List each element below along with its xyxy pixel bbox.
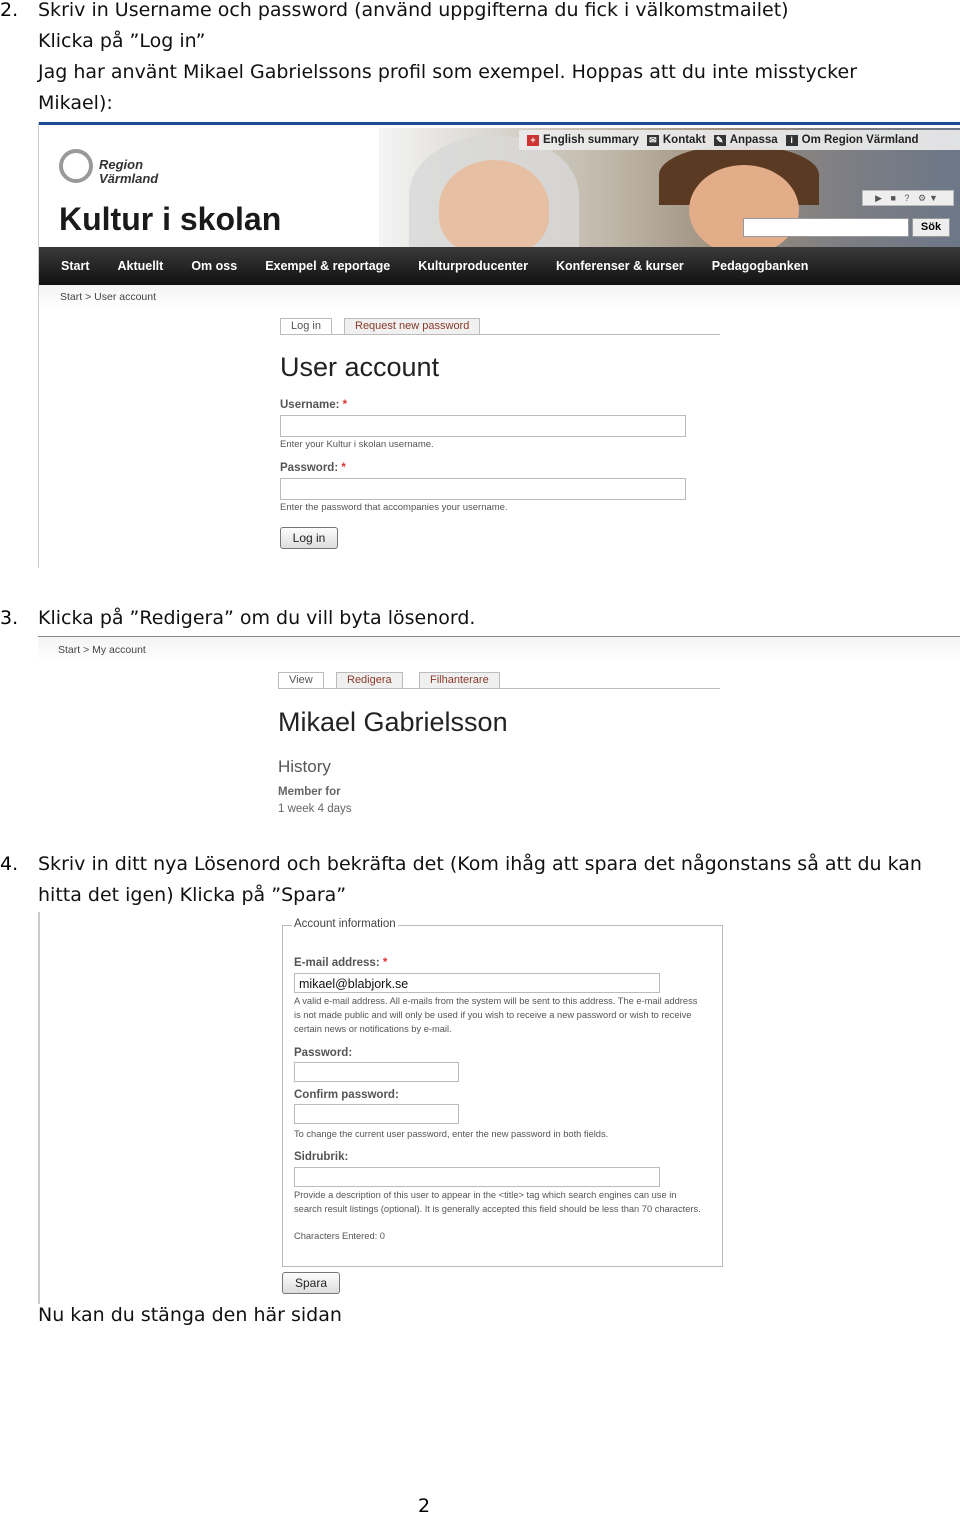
logo-line-2: Värmland xyxy=(99,171,159,186)
history-heading: History xyxy=(278,757,331,776)
step-3-text: Klicka på ”Redigera” om du vill byta lösenord. xyxy=(38,607,476,629)
confirm-password-field[interactable] xyxy=(294,1104,459,1124)
password-label-text: Password: xyxy=(280,462,339,474)
nav-konferenser[interactable]: Konferenser & kurser xyxy=(555,259,684,273)
breadcrumb xyxy=(38,637,960,663)
info-icon: i xyxy=(786,135,798,146)
breadcrumb-text[interactable]: Start > My account xyxy=(58,644,146,656)
login-tabs xyxy=(280,318,720,335)
account-tabs xyxy=(278,672,720,689)
step-4-line-2: hitta det igen) Klicka på ”Spara” xyxy=(38,884,347,906)
email-field[interactable]: mikael@blabjork.se xyxy=(294,973,660,993)
required-mark: * xyxy=(341,462,346,474)
nav-pedagogbanken[interactable]: Pedagogbanken xyxy=(711,259,809,273)
closing-text: Nu kan du stänga den här sidan xyxy=(38,1304,342,1326)
password-label: Password: xyxy=(294,1047,353,1059)
nav-start[interactable]: Start xyxy=(61,259,90,273)
toplink-anpassa-label: Anpassa xyxy=(729,134,778,146)
toplink-english-label: English summary xyxy=(543,134,639,146)
region-logo-icon xyxy=(59,149,93,183)
account-screenshot xyxy=(38,636,960,825)
sidrubrik-label: Sidrubrik: xyxy=(294,1151,349,1163)
step-2-line-2: Klicka på ”Log in” xyxy=(38,30,206,52)
main-nav xyxy=(39,247,960,285)
required-mark: * xyxy=(342,399,348,411)
tab-view[interactable]: View xyxy=(278,672,324,688)
media-controls[interactable]: ▶ ■ ? ⚙▼ xyxy=(862,190,954,206)
log-in-button[interactable]: Log in xyxy=(280,527,338,549)
toplink-om[interactable] xyxy=(786,134,919,146)
search-input[interactable] xyxy=(743,218,909,237)
toplink-anpassa[interactable] xyxy=(714,134,778,146)
member-for-value: 1 week 4 days xyxy=(278,803,352,815)
step-2-line-3: Jag har använt Mikael Gabrielssons profil som exempel. Hoppas att du inte misstycker xyxy=(38,61,858,83)
fieldset-legend: Account information xyxy=(294,918,396,930)
step-2-line-1: Skriv in Username och password (använd uppgifterna du fick i välkomstmailet) xyxy=(38,0,789,21)
photo-person-1-face xyxy=(439,160,549,255)
nav-aktuellt[interactable]: Aktuellt xyxy=(117,259,164,273)
step-2-line-4: Mikael): xyxy=(38,92,113,114)
mail-icon: ✉ xyxy=(647,135,659,146)
username-label xyxy=(280,399,347,411)
photo-person-2-face xyxy=(689,165,799,255)
page-number: 2 xyxy=(418,1495,431,1517)
confirm-password-label: Confirm password: xyxy=(294,1089,399,1101)
step-4-number: 4. xyxy=(0,853,19,875)
login-screenshot xyxy=(38,122,960,568)
nav-om-oss[interactable]: Om oss xyxy=(191,259,238,273)
toplink-kontakt[interactable] xyxy=(647,134,706,146)
member-for-label: Member for xyxy=(278,786,341,798)
email-label-text: E-mail address: xyxy=(294,957,380,969)
toplink-om-label: Om Region Värmland xyxy=(801,134,919,146)
password-description: Enter the password that accompanies your username. xyxy=(280,502,508,513)
password-input[interactable] xyxy=(280,478,686,500)
save-button[interactable]: Spara xyxy=(282,1272,340,1294)
tab-log-in[interactable]: Log in xyxy=(280,318,332,334)
password-label xyxy=(280,462,346,474)
top-links xyxy=(519,130,960,150)
username-label-text: Username: xyxy=(280,399,340,411)
step-4-line-1: Skriv in ditt nya Lösenord och bekräfta det (Kom ihåg att spara det någonstans så att du kan xyxy=(38,853,922,875)
step-3-number: 3. xyxy=(0,607,19,629)
edit-account-screenshot xyxy=(38,912,740,1304)
sidrubrik-description: Provide a description of this user to appear in the <title> tag which search engines can use in search result listings (optional). It is generally accepted this field should be less than 70 characters. xyxy=(294,1190,701,1214)
sidrubrik-field[interactable] xyxy=(294,1167,660,1187)
breadcrumb xyxy=(39,285,960,310)
uk-flag-icon: + xyxy=(527,135,539,146)
tab-redigera[interactable]: Redigera xyxy=(336,672,403,688)
user-name-heading: Mikael Gabrielsson xyxy=(278,707,508,737)
password-field[interactable] xyxy=(294,1062,459,1082)
page-title: User account xyxy=(280,352,440,382)
password-description: To change the current user password, enter the new password in both fields. xyxy=(294,1129,609,1139)
toplink-english[interactable] xyxy=(527,134,639,146)
username-input[interactable] xyxy=(280,415,686,437)
region-logo[interactable] xyxy=(99,158,158,186)
tab-filhanterare[interactable]: Filhanterare xyxy=(419,672,500,688)
toplink-kontakt-label: Kontakt xyxy=(662,134,706,146)
tools-icon: ✎ xyxy=(714,135,726,146)
username-description: Enter your Kultur i skolan username. xyxy=(280,439,434,450)
email-label xyxy=(294,957,387,969)
tab-request-password[interactable]: Request new password xyxy=(344,318,480,334)
logo-line-1: Region xyxy=(99,157,144,172)
step-2-number: 2. xyxy=(0,0,19,21)
email-description: A valid e-mail address. All e-mails from the system will be sent to this address. The e-mail address is not made public and will only be used if you wish to receive a new password or wish to receive certain news or notifications by e-mail. xyxy=(294,996,698,1034)
breadcrumb-text[interactable]: Start > User account xyxy=(60,291,157,303)
search-button[interactable]: Sök xyxy=(912,218,950,237)
nav-kulturproducenter[interactable]: Kulturproducenter xyxy=(418,259,528,273)
required-mark: * xyxy=(382,957,388,969)
nav-exempel[interactable]: Exempel & reportage xyxy=(265,259,391,273)
site-title[interactable]: Kultur i skolan xyxy=(59,201,282,237)
characters-entered: Characters Entered: 0 xyxy=(294,1231,385,1241)
